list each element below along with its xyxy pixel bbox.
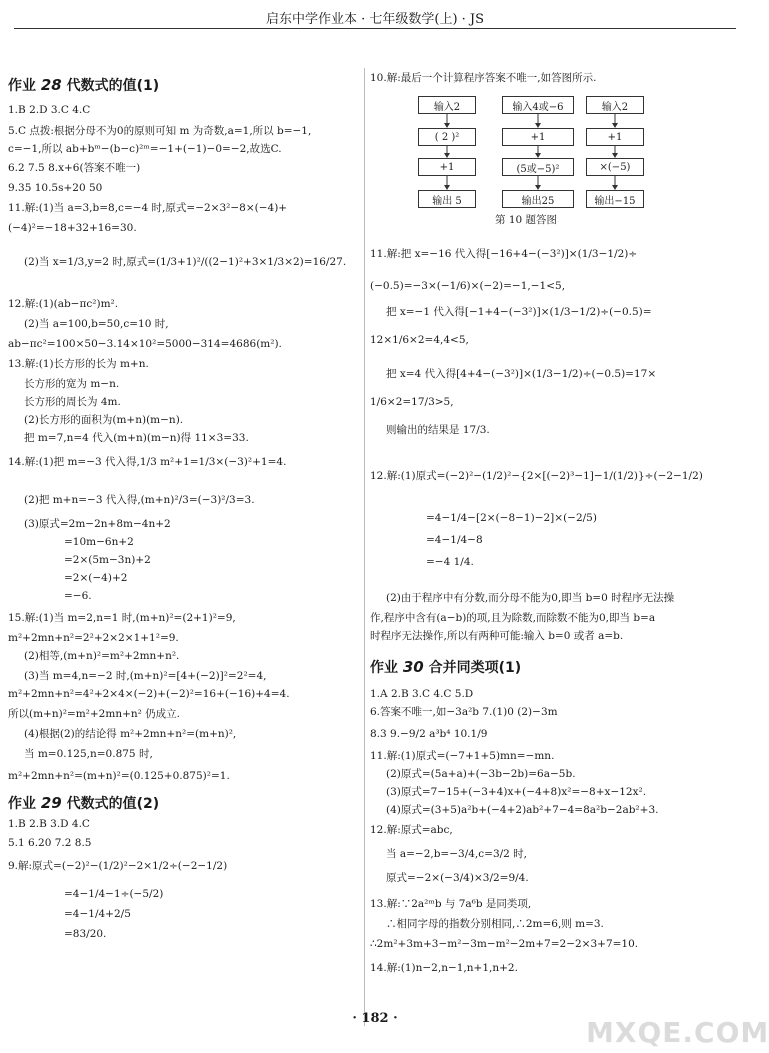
- text-line: 把 x=−1 代入得[−1+4−(−3²)]×(1/3−1/2)÷(−0.5)=: [386, 306, 652, 318]
- text-line: 13.解:∵2a²ᵐb 与 7a⁶b 是同类项,: [370, 898, 532, 910]
- text-line: =4−1/4−8: [426, 534, 483, 546]
- flow-box: ( 2 )²: [418, 128, 476, 146]
- flow-box: +1: [502, 128, 574, 146]
- flow-box: 输入2: [418, 96, 476, 114]
- text-line: (3)原式=2m−2n+8m−4n+2: [24, 518, 171, 530]
- diagram-caption: 第 10 题答图: [495, 214, 558, 226]
- text-line: =10m−6n+2: [64, 536, 134, 548]
- text-line: (3)原式=7−15+(−3+4)x+(−4+8)x²=−8+x−12x².: [386, 786, 647, 798]
- text-line: 10.解:最后一个计算程序答案不唯一,如答图所示.: [370, 72, 597, 84]
- text-line: =−4 1/4.: [426, 556, 474, 568]
- text-line: 14.解:(1)把 m=−3 代入得,1/3 m²+1=1/3×(−3)²+1=4.: [8, 456, 287, 468]
- text-line: m²+2mn+n²=2²+2×2×1+1²=9.: [8, 632, 179, 644]
- text-line: =4−1/4−1÷(−5/2): [64, 888, 164, 900]
- section-title: 作业 28 代数式的值(1): [8, 76, 160, 94]
- column-divider: [364, 68, 365, 1026]
- text-line: 12.解:(1)(ab−πc²)m².: [8, 298, 119, 310]
- text-line: (4)根据(2)的结论得 m²+2mn+n²=(m+n)²,: [24, 728, 237, 740]
- page-header: 启东中学作业本 · 七年级数学(上) · JS: [265, 12, 485, 27]
- text-line: (2)原式=(5a+a)+(−3b−2b)=6a−5b.: [386, 768, 576, 780]
- text-line: (2)当 x=1/3,y=2 时,原式=(1/3+1)²/((2−1)²+3×1/3×2)=16/27.: [24, 256, 347, 268]
- text-line: (3)当 m=4,n=−2 时,(m+n)²=[4+(−2)]²=2²=4,: [24, 670, 267, 682]
- text-line: 11.解:(1)原式=(−7+1+5)mn=−mn.: [370, 750, 555, 762]
- text-line: 12.解:(1)原式=(−2)²−(1/2)²−{2×[(−2)³−1]−1/(1/2)}÷(−2−1/2): [370, 470, 703, 482]
- flow-box: 输出25: [502, 190, 574, 208]
- text-line: ∴相同字母的指数分别相同,∴2m=6,则 m=3.: [386, 918, 604, 930]
- text-line: (−4)²=−18+32+16=30.: [8, 222, 137, 234]
- text-line: 1.B 2.D 3.C 4.C: [8, 104, 91, 116]
- text-line: m²+2mn+n²=4²+2×4×(−2)+(−2)²=16+(−16)+4=4.: [8, 688, 290, 700]
- text-line: 当 m=0.125,n=0.875 时,: [24, 748, 153, 760]
- text-line: (−0.5)=−3×(−1/6)×(−2)=−1,−1<5,: [370, 280, 566, 292]
- text-line: 把 x=4 代入得[4+4−(−3²)]×(1/3−1/2)÷(−0.5)=17×: [386, 368, 657, 380]
- flow-box: +1: [418, 158, 476, 176]
- flow-box: ×(−5): [586, 158, 644, 176]
- text-line: =−6.: [64, 590, 92, 602]
- text-line: =2×(5m−3n)+2: [64, 554, 151, 566]
- text-line: =2×(−4)+2: [64, 572, 128, 584]
- text-line: ∴2m²+3m+3−m²−3m−m²−2m+7=2−2×3+7=10.: [370, 938, 639, 950]
- text-line: (2)当 a=100,b=50,c=10 时,: [24, 318, 169, 330]
- text-line: 9.35 10.5s+20 50: [8, 182, 103, 194]
- text-line: 5.C 点拨:根据分母不为0的原则可知 m 为奇数,a=1,所以 b=−1,: [8, 125, 312, 137]
- text-line: 1/6×2=17/3>5,: [370, 396, 454, 408]
- text-line: 6.答案不唯一,如−3a²b 7.(1)0 (2)−3m: [370, 706, 558, 718]
- text-line: 作,程序中含有(a−b)的项,且为除数,而除数不能为0,即当 b=a: [370, 612, 656, 624]
- text-line: ab−πc²=100×50−3.14×10²=5000−314=4686(m²).: [8, 338, 282, 350]
- watermark: MXQE.COM: [586, 1016, 769, 1049]
- text-line: 11.解:(1)当 a=3,b=8,c=−4 时,原式=−2×3²−8×(−4)+: [8, 202, 288, 214]
- text-line: (2)由于程序中有分数,而分母不能为0,即当 b=0 时程序无法操: [386, 592, 675, 604]
- text-line: 8.3 9.−9/2 a³b⁴ 10.1/9: [370, 728, 488, 740]
- text-line: m²+2mn+n²=(m+n)²=(0.125+0.875)²=1.: [8, 770, 230, 782]
- text-line: 6.2 7.5 8.x+6(答案不唯一): [8, 162, 141, 174]
- text-line: 13.解:(1)长方形的长为 m+n.: [8, 358, 149, 370]
- text-line: 时程序无法操作,所以有两种可能:输入 b=0 或者 a=b.: [370, 630, 624, 642]
- text-line: 1.B 2.B 3.D 4.C: [8, 818, 90, 830]
- flow-box: 输出 5: [418, 190, 476, 208]
- text-line: 原式=−2×(−3/4)×3/2=9/4.: [386, 872, 529, 884]
- text-line: (4)原式=(3+5)a²b+(−4+2)ab²+7−4=8a²b−2ab²+3.: [386, 804, 659, 816]
- text-line: =83/20.: [64, 928, 107, 940]
- text-line: 把 m=7,n=4 代入(m+n)(m−n)得 11×3=33.: [24, 432, 249, 444]
- section-title: 作业 30 合并同类项(1): [370, 658, 522, 676]
- text-line: 12.解:原式=abc,: [370, 824, 453, 836]
- text-line: 所以(m+n)²=m²+2mn+n² 仍成立.: [8, 708, 181, 720]
- text-line: 则输出的结果是 17/3.: [386, 424, 490, 436]
- text-line: 当 a=−2,b=−3/4,c=3/2 时,: [386, 848, 528, 860]
- text-line: c=−1,所以 ab+bᵐ−(b−c)²ᵐ=−1+(−1)−0=−2,故选C.: [8, 143, 282, 155]
- text-line: 14.解:(1)n−2,n−1,n+1,n+2.: [370, 962, 518, 974]
- flow-box: +1: [586, 128, 644, 146]
- flow-box: 输入4或−6: [502, 96, 574, 114]
- text-line: 11.解:把 x=−16 代入得[−16+4−(−3²)]×(1/3−1/2)÷: [370, 248, 638, 260]
- flow-box: 输入2: [586, 96, 644, 114]
- text-line: =4−1/4−[2×(−8−1)−2]×(−2/5): [426, 512, 597, 524]
- page-number: · 182 ·: [352, 1011, 398, 1026]
- text-line: 1.A 2.B 3.C 4.C 5.D: [370, 688, 474, 700]
- text-line: 15.解:(1)当 m=2,n=1 时,(m+n)²=(2+1)²=9,: [8, 612, 236, 624]
- text-line: (2)长方形的面积为(m+n)(m−n).: [24, 414, 184, 426]
- header-rule: [14, 28, 736, 29]
- section-title: 作业 29 代数式的值(2): [8, 794, 160, 812]
- text-line: (2)把 m+n=−3 代入得,(m+n)²/3=(−3)²/3=3.: [24, 494, 255, 506]
- text-line: 5.1 6.20 7.2 8.5: [8, 837, 92, 849]
- flow-box: 输出−15: [586, 190, 644, 208]
- text-line: =4−1/4+2/5: [64, 908, 131, 920]
- flow-box: (5或−5)²: [502, 158, 574, 176]
- text-line: (2)相等,(m+n)²=m²+2mn+n².: [24, 650, 180, 662]
- text-line: 12×1/6×2=4,4<5,: [370, 334, 469, 346]
- left-column: [8, 76, 358, 1006]
- text-line: 9.解:原式=(−2)²−(1/2)²−2×1/2÷(−2−1/2): [8, 860, 228, 872]
- text-line: 长方形的周长为 4m.: [24, 396, 121, 408]
- text-line: 长方形的宽为 m−n.: [24, 378, 120, 390]
